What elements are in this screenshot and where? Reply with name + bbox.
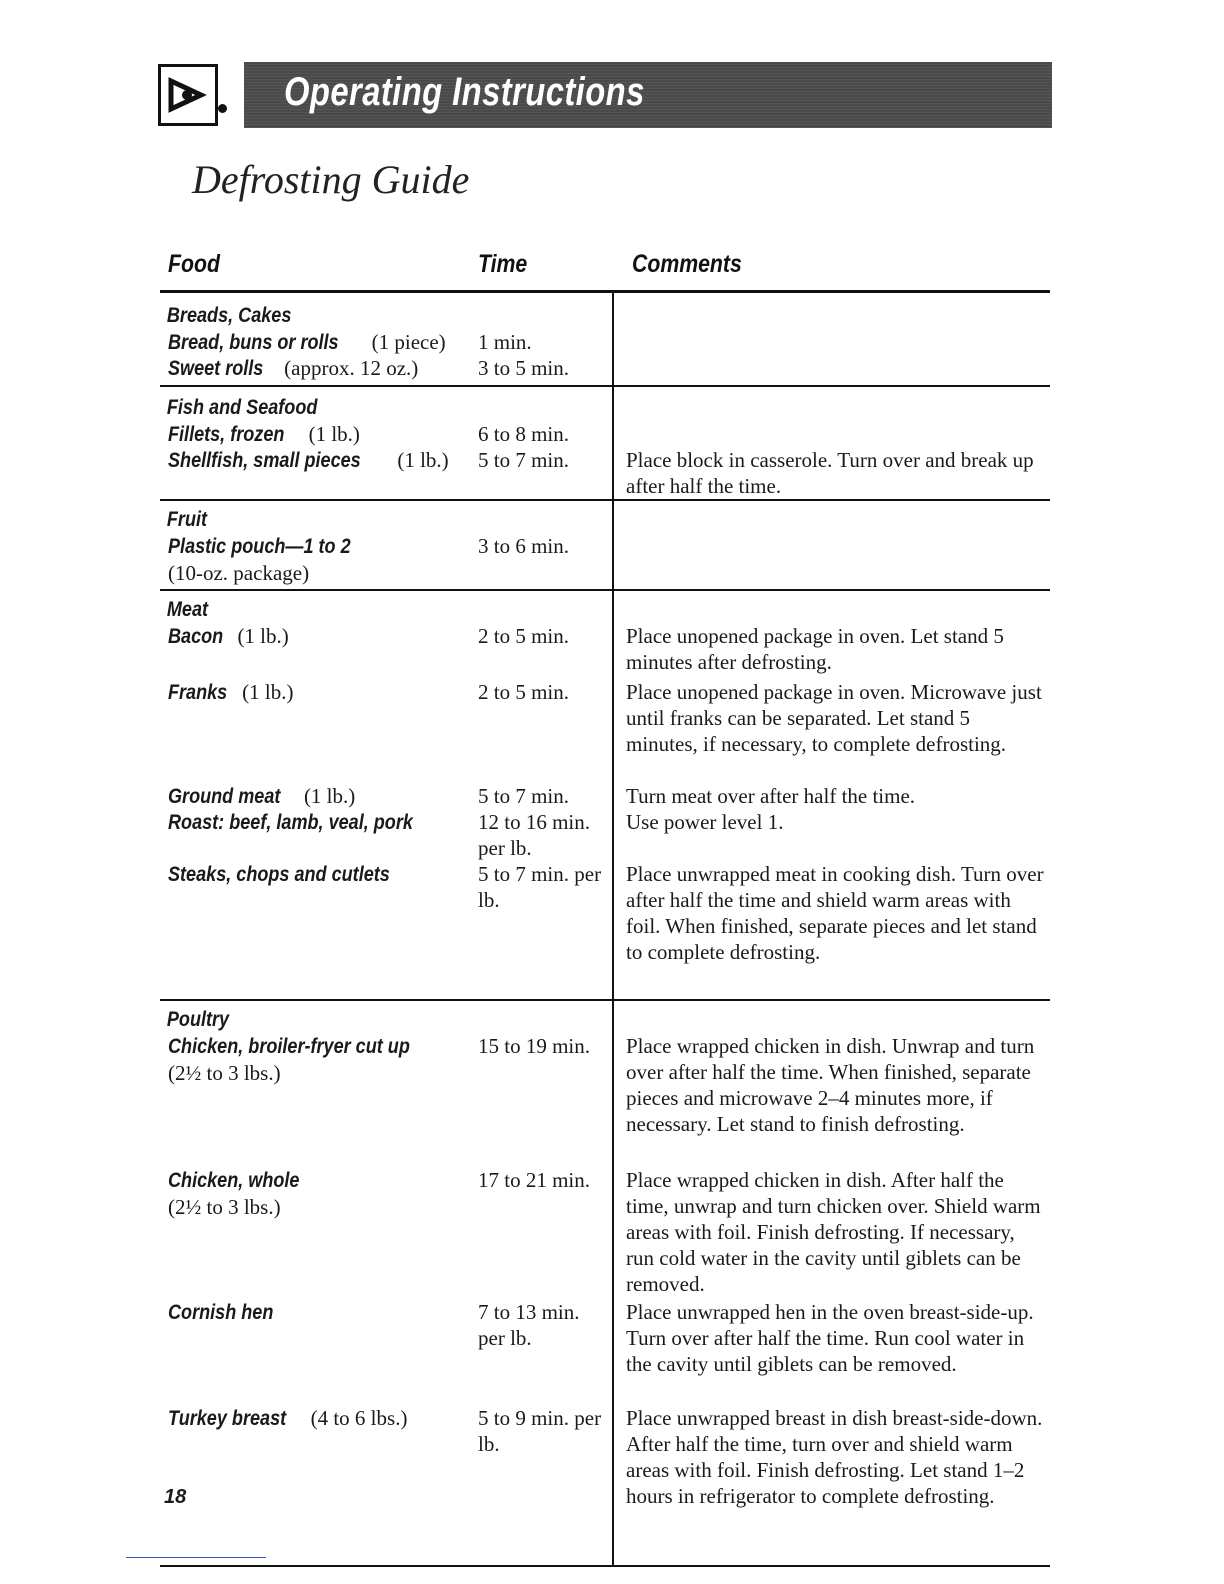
category-title: Poultry	[166, 1008, 230, 1031]
food-detail: (2½ to 3 lbs.)	[168, 1061, 281, 1085]
category-title: Fruit	[166, 508, 208, 531]
microwave-icon	[158, 64, 218, 126]
section-fruit	[160, 501, 1050, 591]
food-name: Steaks, chops and cutlets	[168, 863, 390, 886]
time-value: 5 to 9 min. per lb.	[478, 1406, 602, 1456]
food-name: Turkey breast	[168, 1407, 287, 1430]
page-number: 18	[164, 1486, 187, 1508]
food-name: Chicken, broiler-fryer cut up	[168, 1035, 410, 1058]
time-value: 2 to 5 min.	[478, 624, 570, 648]
food-name: Roast: beef, lamb, veal, pork	[168, 811, 413, 834]
comments-text: Place wrapped chicken in dish. After half the time, unwrap and turn chicken over. Shield warm areas with foil. Finish defrosting. If necessary, run cold water in the cavity until giblets can be removed.	[626, 1168, 1041, 1296]
food-name: Bread, buns or rolls	[168, 331, 339, 354]
section-meat	[160, 591, 1050, 1001]
comments-text: Place unwrapped breast in dish breast-side-down. After half the time, turn over and shield warm areas with foil. Finish defrosting. Let stand 1–2 hours in refrigerator to complete defrosting.	[626, 1406, 1043, 1508]
food-detail: (1 piece)	[366, 330, 446, 354]
section-fish	[160, 387, 1050, 501]
food-name: Bacon	[168, 625, 224, 648]
time-value: 17 to 21 min.	[478, 1168, 591, 1192]
comments-text: Place wrapped chicken in dish. Unwrap and turn over after half the time. When finished, separate pieces and microwave 2–4 minutes more, if necessary. Let stand to finish defrosting.	[626, 1034, 1035, 1136]
page-title: Defrosting Guide	[192, 157, 470, 202]
defrosting-table	[160, 236, 1050, 1567]
category-title: Breads, Cakes	[166, 304, 292, 327]
time-value: 2 to 5 min.	[478, 680, 570, 704]
food-detail: (2½ to 3 lbs.)	[168, 1195, 281, 1219]
comments-text: Place unwrapped hen in the oven breast-side-up. Turn over after half the time. Run cool water in the cavity until giblets can be removed.	[626, 1300, 1034, 1376]
time-value: 12 to 16 min. per lb.	[478, 810, 591, 860]
time-value: 5 to 7 min.	[478, 448, 570, 472]
food-detail: (1 lb.)	[298, 784, 356, 808]
food-name: Ground meat	[168, 785, 281, 808]
food-detail: (1 lb.)	[392, 448, 449, 472]
time-value: 5 to 7 min. per lb.	[478, 862, 602, 912]
table-header	[160, 236, 1050, 293]
comments-text: Place unopened package in oven. Let stand 5 minutes after defrosting.	[626, 624, 1004, 674]
time-value: 6 to 8 min.	[478, 422, 570, 446]
food-name: Sweet rolls	[168, 357, 264, 380]
time-value: 3 to 5 min.	[478, 356, 570, 380]
food-name: Cornish hen	[168, 1301, 274, 1324]
food-detail: (approx. 12 oz.)	[278, 356, 419, 380]
category-title: Meat	[166, 598, 209, 621]
time-value: 5 to 7 min.	[478, 784, 570, 808]
food-name: Plastic pouch—1 to 2	[168, 535, 351, 558]
food-detail: (1 lb.)	[303, 422, 360, 446]
food-name: Fillets, frozen	[168, 423, 285, 446]
section-poultry	[160, 1001, 1050, 1567]
header-banner	[244, 62, 1052, 128]
time-value: 3 to 6 min.	[478, 534, 570, 558]
comments-text: Use power level 1.	[626, 810, 784, 834]
food-name: Shellfish, small pieces	[168, 449, 361, 472]
comments-text: Place unopened package in oven. Microwave just until franks can be separated. Let stand 5 minutes, if necessary, to complete defrosting.	[626, 680, 1042, 756]
time-value: 15 to 19 min.	[478, 1034, 591, 1058]
footer-line	[126, 1557, 266, 1558]
comments-text: Place unwrapped meat in cooking dish. Turn over after half the time and shield warm areas with foil. When finished, separate pieces and let stand to complete defrosting.	[626, 862, 1044, 964]
comments-text: Place block in casserole. Turn over and break up after half the time.	[626, 448, 1034, 498]
food-detail: (4 to 6 lbs.)	[305, 1406, 408, 1430]
header-time: Time	[478, 250, 528, 278]
category-title: Fish and Seafood	[166, 396, 318, 419]
banner-title: Operating Instructions	[284, 70, 645, 114]
time-value: 7 to 13 min. per lb.	[478, 1300, 580, 1350]
logo-dot	[218, 104, 227, 113]
page-header	[158, 62, 1052, 130]
food-name: Chicken, whole	[168, 1169, 300, 1192]
food-detail: (1 lb.)	[236, 680, 294, 704]
food-detail: (10-oz. package)	[168, 561, 310, 585]
comments-text: Turn meat over after half the time.	[626, 784, 916, 808]
time-value: 1 min.	[478, 330, 532, 354]
section-breads	[160, 293, 1050, 387]
header-food: Food	[168, 250, 220, 278]
food-detail: (1 lb.)	[232, 624, 289, 648]
food-name: Franks	[168, 681, 228, 704]
header-comments: Comments	[632, 250, 742, 278]
